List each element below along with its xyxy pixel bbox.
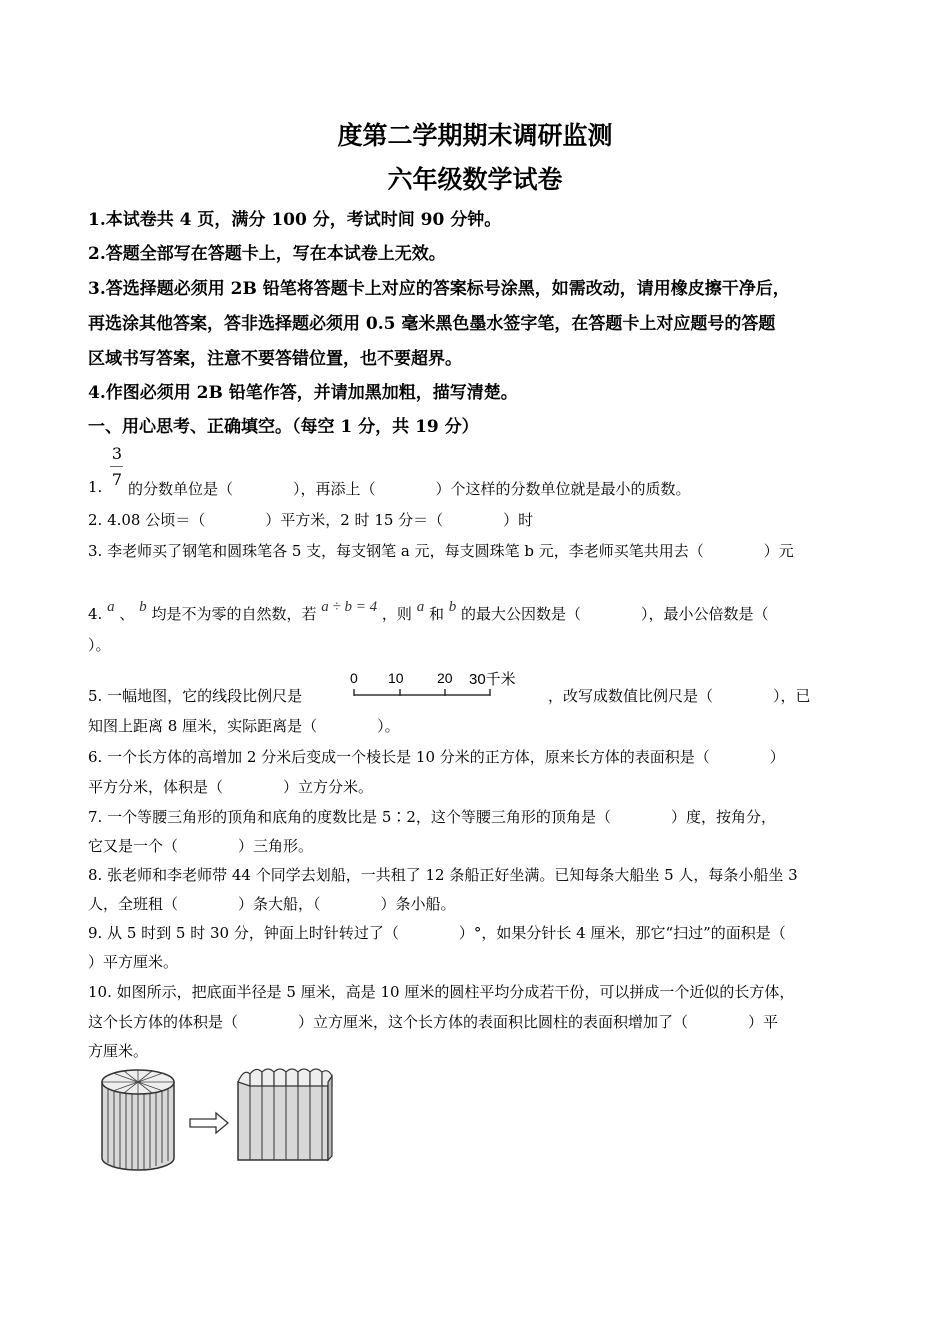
note-1: 1.本试卷共 4 页，满分 100 分，考试时间 90 分钟。 [88, 210, 502, 230]
scale-label-30: 30千米 [469, 671, 516, 688]
question-2: 2. 4.08 公顷＝（ ）平方米，2 时 15 分＝（ ）时 [88, 511, 534, 529]
question-10-line1: 10. 如图所示，把底面半径是 5 厘米，高是 10 厘米的圆柱平均分成若干份，可以拼成一个近似的长方体， [88, 983, 795, 1001]
question-7-line2: 它又是一个（ ）三角形。 [88, 837, 314, 855]
question-4-text-2: ，则 [381, 605, 412, 623]
note-3-line2: 再选涂其他答案，答非选择题必须用 0.5 毫米黑色墨水签字笔，在答题卡上对应题号的答题 [88, 314, 776, 334]
question-4-text-4: 的最大公因数是（ ），最小公倍数是（ [461, 605, 769, 623]
question-number: 4. [88, 605, 103, 623]
exam-title-line1: 度第二学期期末调研监测 [337, 121, 613, 150]
question-number: 1. [88, 478, 103, 496]
question-6-line1: 6. 一个长方体的高增加 2 分米后变成一个棱长是 10 分米的正方体，原来长方体的表面积是（ ） [88, 748, 785, 766]
scale-label-10: 10 [388, 670, 404, 686]
fraction-bar [110, 466, 123, 467]
variable-b: b [448, 599, 457, 615]
note-3-line1: 3.答选择题必须用 2B 铅笔将答题卡上对应的答案标号涂黑，如需改动，请用橡皮擦干净后， [88, 279, 790, 299]
cylinder-to-cuboid-illustration [96, 1062, 346, 1174]
question-10-line2: 这个长方体的体积是（ ）立方厘米，这个长方体的表面积比圆柱的表面积增加了（ ）平 [88, 1013, 779, 1031]
scale-label-0: 0 [350, 670, 358, 686]
separator: 、 [119, 605, 135, 623]
note-2: 2.答题全部写在答题卡上，写在本试卷上无效。 [88, 244, 446, 264]
variable-a: a [416, 599, 425, 615]
question-1-text: 的分数单位是（ ），再添上（ ）个这样的分数单位就是最小的质数。 [128, 480, 691, 498]
section-1-heading: 一、用心思考、正确填空。（每空 1 分，共 19 分） [88, 417, 479, 437]
question-4-text-3: 和 [428, 605, 444, 623]
question-8-line1: 8. 张老师和李老师带 44 个同学去划船，一共租了 12 条船正好坐满。已知每条大船坐 5 人，每条小船坐 3 [88, 866, 798, 884]
variable-b: b [139, 599, 147, 615]
question-9-line1: 9. 从 5 时到 5 时 30 分，钟面上时针转过了（ ）°，如果分针长 4 厘米，那它“扫过”的面积是（ [88, 924, 786, 942]
question-9-line2: ）平方厘米。 [88, 953, 179, 971]
fraction-denominator: 7 [111, 470, 123, 489]
question-8-line2: 人，全班租（ ）条大船，（ ）条小船。 [88, 895, 456, 913]
question-3: 3. 李老师买了钢笔和圆珠笔各 5 支，每支钢笔 a 元，每支圆珠笔 b 元，李老师买笔共用去（ ）元 [88, 542, 794, 560]
math-expression: a ÷ b = 4 [321, 599, 378, 615]
note-3-line3: 区域书写答案，注意不要答错位置，也不要超界。 [88, 349, 462, 369]
question-7-line1: 7. 一个等腰三角形的顶角和底角的度数比是 5∶2，这个等腰三角形的顶角是（ ）度，按角分， [88, 808, 776, 826]
question-10-line3: 方厘米。 [88, 1042, 149, 1060]
exam-title-line2: 六年级数学试卷 [387, 165, 563, 194]
question-5-suffix: ，改写成数值比例尺是（ ），已 [548, 687, 811, 705]
question-4-line2: ）。 [88, 636, 111, 654]
fraction-numerator: 3 [111, 444, 123, 463]
scale-label-20: 20 [437, 670, 453, 686]
note-4: 4.作图必须用 2B 铅笔作答，并请加黑加粗，描写清楚。 [88, 383, 518, 403]
question-4-text-1: 均是不为零的自然数，若 [151, 605, 317, 623]
variable-a: a [107, 599, 115, 615]
question-4 [88, 599, 769, 624]
question-5-prefix: 5. 一幅地图，它的线段比例尺是 [88, 687, 303, 705]
question-6-line2: 平方分米，体积是（ ）立方分米。 [88, 778, 374, 796]
question-5-line2: 知图上距离 8 厘米，实际距离是（ ）。 [88, 717, 400, 735]
